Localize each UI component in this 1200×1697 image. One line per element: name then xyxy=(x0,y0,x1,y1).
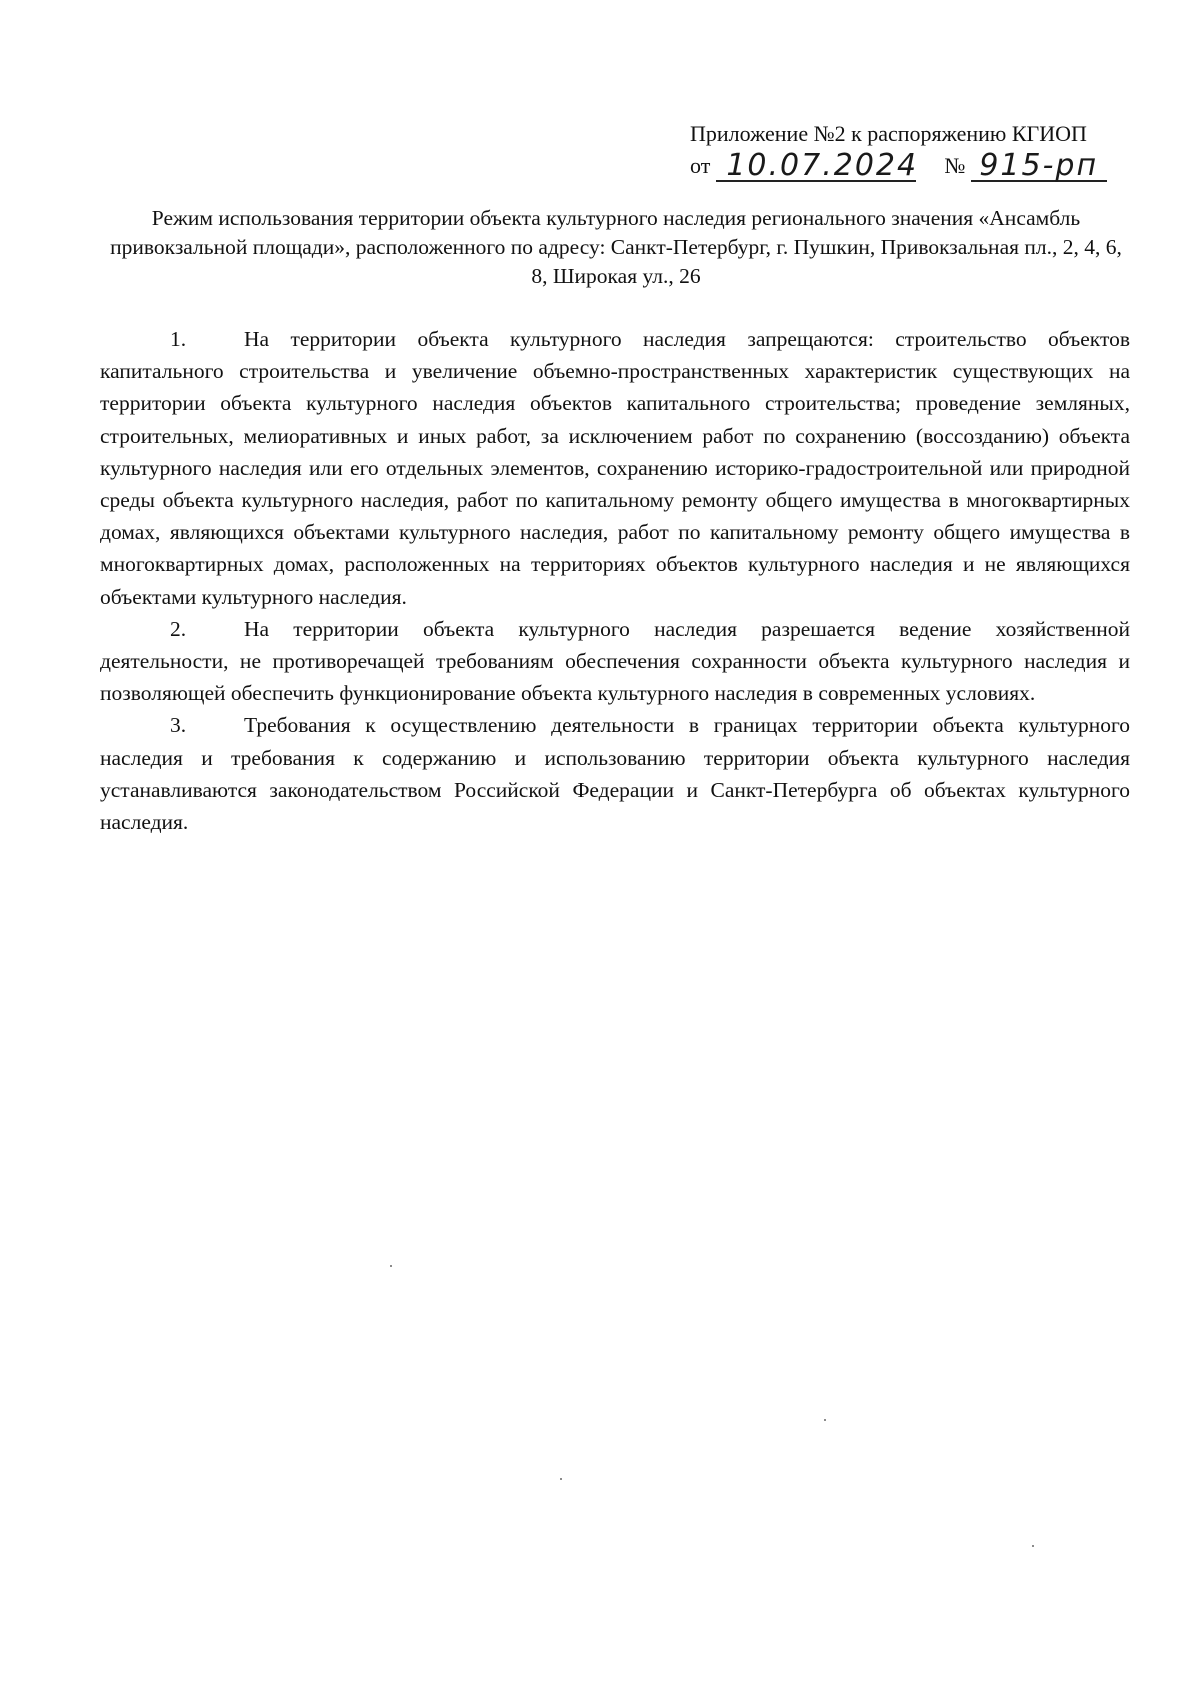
paragraph-text: На территории объекта культурного наследия запрещаются: строительство объектов капитального строительства и увеличение объемно-пространственных характеристик существующих на территории объекта культурного наследия объектов капитального строительства; проведение земляных, строительных, мелиоративных и иных работ, за исключением работ по сохранению (воссозданию) объекта культурного наследия или его отдельных элементов, сохранению историко-градостроительной или природной среды объекта культурного наследия, работ по капитальному ремонту общего имущества в многоквартирных домах, являющихся объектами культурного наследия, работ по капитальному ремонту общего имущества в многоквартирных домах, расположенных на территориях объектов культурного наследия и не являющихся объектами культурного наследия. xyxy=(100,327,1130,609)
attachment-title: Приложение №2 к распоряжению КГИОП xyxy=(690,121,1087,146)
paragraph-1 xyxy=(100,323,1130,613)
number-label: № xyxy=(944,153,966,178)
handwritten-date: 10.07.2024 xyxy=(716,152,916,182)
document-heading: Режим использования территории объекта культурного наследия регионального значения «Ансамбль привокзальной площади», расположенного по адресу: Санкт-Петербург, г. Пушкин, Привокзальная пл., 2, 4, 6, 8, Широкая ул., 26 xyxy=(110,206,1122,288)
paragraph-2 xyxy=(100,613,1130,710)
scan-speck xyxy=(390,1265,392,1267)
attachment-date-number-line xyxy=(690,150,1160,182)
paragraph-text: Требования к осуществлению деятельности в границах территории объекта культурного наследия и требования к содержанию и использованию территории объекта культурного наследия устанавливаются законодательством Российской Федерации и Санкт-Петербурга об объектах культурного наследия. xyxy=(100,713,1130,835)
scan-speck xyxy=(824,1419,826,1421)
paragraph-number: 2. xyxy=(170,616,187,641)
paragraph-number: 3. xyxy=(170,713,187,738)
document-body xyxy=(100,323,1130,838)
paragraph-3 xyxy=(100,709,1130,838)
scan-speck xyxy=(1032,1545,1034,1547)
paragraph-text: На территории объекта культурного наследия разрешается ведение хозяйственной деятельности, не противоречащей требованиям обеспечения сохранности объекта культурного наследия и позволяющей обеспечить функционирование объекта культурного наследия в современных условиях. xyxy=(100,616,1130,706)
scan-speck xyxy=(560,1478,562,1480)
paragraph-number: 1. xyxy=(170,327,187,351)
attachment-header xyxy=(690,118,1160,182)
handwritten-number: 915-рп xyxy=(971,152,1107,182)
from-label: от xyxy=(690,153,711,178)
